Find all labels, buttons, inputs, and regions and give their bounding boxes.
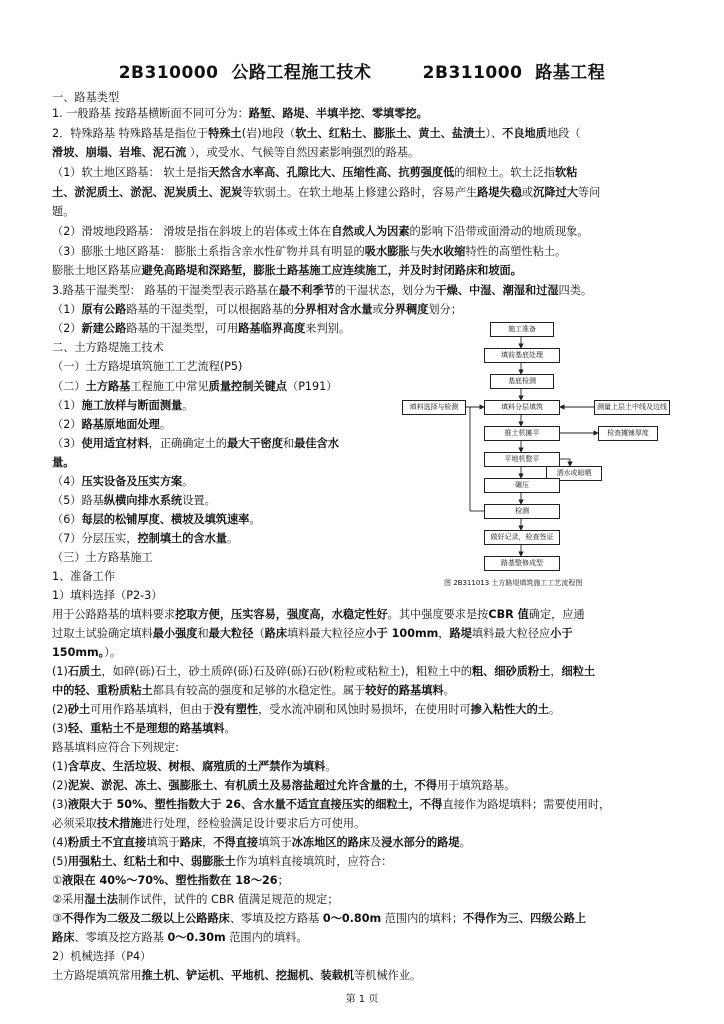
text-line: 滑坡、崩塌、岩堆、泥石流 ），或受水、气候等自然因素影响强烈的路基。: [52, 146, 420, 159]
construction-flowchart: [398, 316, 670, 592]
flow-step: 施工准备: [490, 322, 554, 337]
text-line: 土、淤泥质土、淤泥、泥炭质土、泥炭等软弱土。在软土地基上修建公路时，容易产生路堤失稳或沉降过大等问: [52, 186, 601, 199]
text-line: (2)砂土可用作路基填料，但由于没有塑性，受水流冲刷和风蚀时易损坏，在使用时可掺入粘性大的土。: [52, 703, 561, 716]
flow-step: 填前基底处理: [484, 348, 560, 363]
text-line: 题。: [52, 205, 75, 218]
text-line: 必须采取技术措施进行处理，经检验满足设计要求后方可使用。: [52, 817, 366, 830]
text-line: 2．特殊路基 特殊路基是指位于特殊土(岩)地段（软土、红粘土、膨胀土、黄土、盐渍土）、不良地质地段（: [52, 127, 581, 140]
flow-step: 检测: [484, 504, 560, 519]
text-line: （二）土方路基工程施工中常见质量控制关键点（P191）: [52, 380, 338, 393]
text-line: （2）滑坡地段路基： 滑坡是指在斜坡上的岩体或土体在自然或人为因素的影响下沿带或面滑动的地质现象。: [52, 225, 589, 238]
flow-step: 检查摊铺厚度: [598, 426, 658, 441]
text-line: 膨胀土地区路基应避免高路堤和深路堑，膨胀土路基施工应连续施工，并及时封闭路床和坡面。: [52, 264, 522, 277]
text-line: (1)含草皮、生活垃圾、树根、腐殖质的土严禁作为填料。: [52, 760, 337, 773]
text-line: （1）原有公路路基的干湿类型，可以根据路基的分界相对含水量或分界稠度划分；: [52, 303, 462, 316]
text-line: （5）路基纵横向排水系统设置。: [52, 494, 216, 507]
text-line: (5)用强粘土、红粘土和中、弱膨胀土作为填料直接填筑时，应符合：: [52, 855, 393, 868]
text-line: 用于公路路基的填料要求挖取方便，压实容易，强度高，水稳定性好。其中强度要求是按CBR 值确定，应通: [52, 608, 585, 621]
text-line: 量。: [52, 456, 75, 469]
section-heading: （三）土方路基施工: [52, 551, 153, 564]
figure-caption: 图 2B311013 土方路堤填筑施工工艺流程图: [444, 579, 583, 587]
section-heading: 1、准备工作: [52, 570, 116, 583]
text-line: ②采用湿土法制作试件，试件的 CBR 值满足规范的规定；: [52, 893, 339, 906]
flow-step: 碾压: [484, 478, 560, 493]
text-line: 土方路堤填筑常用推土机、铲运机、平地机、挖掘机、装载机等机械作业。: [52, 969, 422, 982]
page-title: 2B310000 公路工程施工技术 2B311000 路基工程: [118, 63, 606, 83]
section-heading: 一、路基类型: [52, 91, 120, 104]
text-line: ①液限在 40%～70%、塑性指数在 18～26；: [52, 874, 289, 887]
flow-step: 洒水或晾晒: [546, 466, 602, 481]
text-line: （2）路基原地面处理。: [52, 418, 172, 431]
text-line: 路床、零填及挖方路基 0～0.30m 范围内的填料。: [52, 931, 308, 944]
flow-step: 测量上层土中线及边线: [594, 400, 670, 415]
flow-step: 推土机摊平: [484, 426, 560, 441]
text-line: (1)石质土，如碎(砾)石土，砂土质碎(砾)石及碎(砾)石砂(粉粒或粘粒土)，粗粒土中的粗、细砂质粉土，细粒土: [52, 665, 596, 678]
text-line: 3.路基干湿类型： 路基的干湿类型表示路基在最不利季节的干湿状态，划分为干燥、中湿、潮湿和过湿四类。: [52, 284, 593, 297]
text-line: （2）新建公路路基的干湿类型，可用路基临界高度来判别。: [52, 322, 351, 335]
text-line: ③不得作为二级及二级以上公路路床、零填及挖方路基 0～0.80m 范围内的填料；不得作为三、四级公路上: [52, 912, 587, 925]
text-line: 中的轻、重粉质粘土都具有较高的强度和足够的水稳定性。属于较好的路基填料。: [52, 684, 455, 697]
text-line: 150mm。）。: [52, 646, 122, 659]
flow-step: 填料分层填筑: [484, 400, 560, 415]
text-line: (2)泥炭、淤泥、冻土、强膨胀土、有机质土及易溶盐超过允许含量的土，不得用于填筑路基。: [52, 779, 516, 792]
text-line: 过取土试验确定填料最小强度和最大粒径（路床填料最大粒径应小于 100mm，路堤填料最大粒径应小于: [52, 627, 573, 640]
flow-step: 填料选择与检测: [402, 400, 466, 415]
text-line: (4)粉质土不宜直接填筑于路床，不得直接填筑于冰冻地区的路床及浸水部分的路堤。: [52, 836, 471, 849]
text-line: （6）每层的松铺厚度、横坡及填筑速率。: [52, 513, 261, 526]
text-line: （1）施工放样与断面测量。: [52, 399, 194, 412]
text-line: 1）填料选择（P2-3）: [52, 589, 163, 602]
text-line: （4）压实设备及压实方案。: [52, 475, 194, 488]
text-line: （3）膨胀土地区路基： 膨胀土系指含亲水性矿物并具有明显的吸水膨胀与失水收缩特性的高塑性粘土。: [52, 245, 567, 258]
text-line: （1）软土地区路基： 软土是指天然含水率高、孔隙比大、压缩性高、抗剪强度低的细粒土。软土泛指软粘: [52, 166, 578, 179]
section-heading: 二、土方路堤施工技术: [52, 341, 164, 354]
text-line: (3)液限大于 50%、塑性指数大于 26、含水量不适宜直接压实的细粒土，不得直接作为路堤填料；需要使用时，: [52, 798, 611, 811]
text-line: (3)轻、重粘土不是理想的路基填料。: [52, 722, 236, 735]
flow-step: 平地机整平: [484, 452, 560, 467]
flow-step: 路基整修成型: [484, 556, 560, 571]
flow-step: 做好记录，检查签证: [484, 530, 560, 545]
text-line: （一）土方路堤填筑施工工艺流程(P5): [52, 360, 243, 373]
text-line: 1. 一般路基 按路基横断面不同可分为：路堑、路堤、半填半挖、零填零挖。: [52, 107, 428, 120]
text-line: 2）机械选择（P4）: [52, 950, 152, 963]
text-line: （3）使用适宜材料，正确确定土的最大干密度和最佳含水: [52, 437, 339, 450]
page-number: 第 1 页: [345, 994, 379, 1005]
flow-step: 基底检测: [490, 374, 554, 389]
text-line: 路基填料应符合下列规定:: [52, 741, 179, 754]
text-line: （7）分层压实，控制填土的含水量。: [52, 532, 239, 545]
